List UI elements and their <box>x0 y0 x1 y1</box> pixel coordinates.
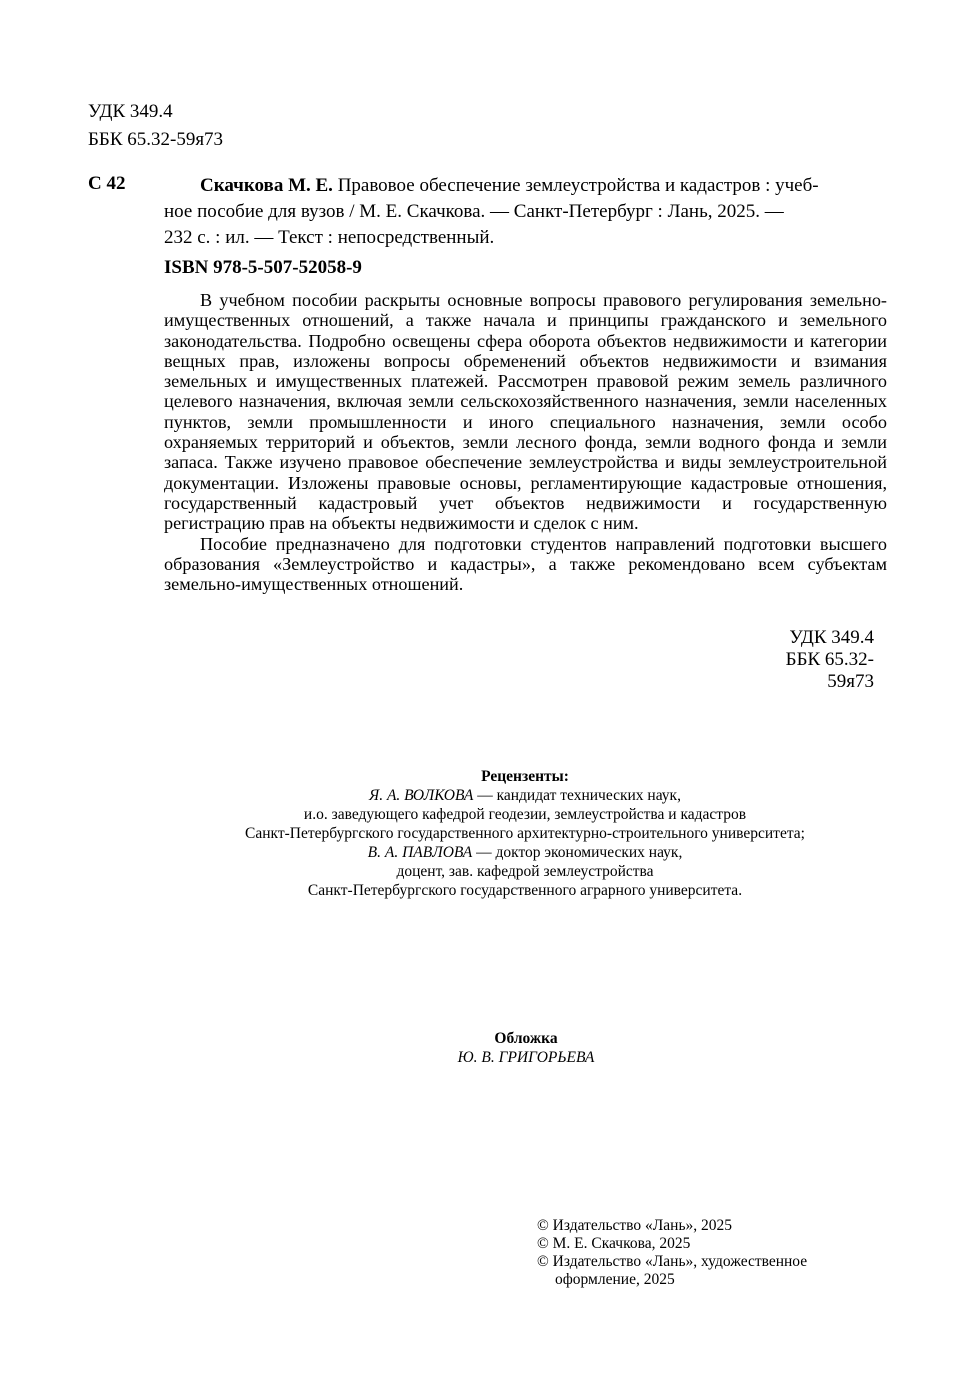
copyright-line: © Издательство «Лань», художественное оформление, 2025 <box>537 1253 808 1288</box>
reviewer-title: — кандидат технических наук, <box>473 787 681 804</box>
copyright-line: © М. Е. Скачкова, 2025 <box>537 1235 691 1252</box>
cover-heading: Обложка <box>494 1030 558 1047</box>
bib-title: Правовое обеспечение землеустройства и кадастров : учеб- <box>332 175 819 196</box>
bibliographic-record <box>164 173 887 251</box>
reviewers-heading: Рецензенты: <box>481 768 569 785</box>
reviewers-block <box>150 767 900 900</box>
udk-code: УДК 349.4 <box>88 101 173 122</box>
abstract-paragraph: Пособие предназначено для подготовки студентов направлений подготовки высшего образования «Землеустройство и кадастры», а также рекомендовано всем субъектам земельно-имущественных отношений. <box>164 533 887 595</box>
bbk-code: ББК 65.32-59я73 <box>88 129 224 150</box>
reviewer-affiliation: Санкт-Петербургского государственного архитектурно-строительного университета; <box>245 825 805 842</box>
abstract <box>164 290 887 594</box>
author-mark: С 42 <box>88 173 126 194</box>
classification-top <box>88 98 223 154</box>
isbn: ISBN 978-5-507-52058-9 <box>164 257 362 278</box>
reviewer-name: Я. А. ВОЛКОВА <box>369 787 474 804</box>
udk-code: УДК 349.4 <box>789 627 874 648</box>
reviewer-position: доцент, зав. кафедрой землеустройства <box>396 863 654 880</box>
reviewer-title: — доктор экономических наук, <box>472 844 683 861</box>
reviewer-name: В. А. ПАВЛОВА <box>367 844 473 861</box>
copyright-block <box>537 1217 857 1289</box>
reviewer-affiliation: Санкт-Петербургского государственного аграрного университета. <box>307 882 743 899</box>
copyright-line: © Издательство «Лань», 2025 <box>537 1217 733 1234</box>
bib-line-2: ное пособие для вузов / М. Е. Скачкова. — Санкт-Петербург : Лань, 2025. — <box>164 201 784 222</box>
bbk-code: ББК 65.32-59я73 <box>785 649 874 692</box>
classification-bottom <box>740 627 874 692</box>
bib-line-3: 232 с. : ил. — Текст : непосредственный. <box>164 227 495 248</box>
bib-author: Скачкова М. Е. <box>200 175 333 196</box>
abstract-paragraph: В учебном пособии раскрыты основные вопросы правового регулирования земельно-имущественных отношений, а также начала и принципы гражданского и земельного законодательства. Подробно освещены сфера оборота объектов недвижимости и категории вещных прав, изложены вопросы обременений объектов недвижимости и взимания земельных и имущественных платежей. Рассмотрен правовой режим земель различного целевого назначения, включая земли сельскохозяйственного назначения, земли населенных пунктов, земли промышленности и иного специального назначения, земли особо охраняемых территорий и объектов, земли лесного фонда, земли водного фонда и земли запаса. Также изучено правовое обеспечение землеустройства и виды землеустроительной документации. Изложены правовые основы, регламентирующие кадастровые отношения, государственный кадастровый учет объектов недвижимости и государственную регистрацию прав на объекты недвижимости и сделок с ним. <box>164 290 887 534</box>
reviewer-position: и.о. заведующего кафедрой геодезии, землеустройства и кадастров <box>303 806 747 823</box>
cover-credit <box>376 1029 676 1067</box>
cover-designer: Ю. В. ГРИГОРЬЕВА <box>457 1049 595 1066</box>
